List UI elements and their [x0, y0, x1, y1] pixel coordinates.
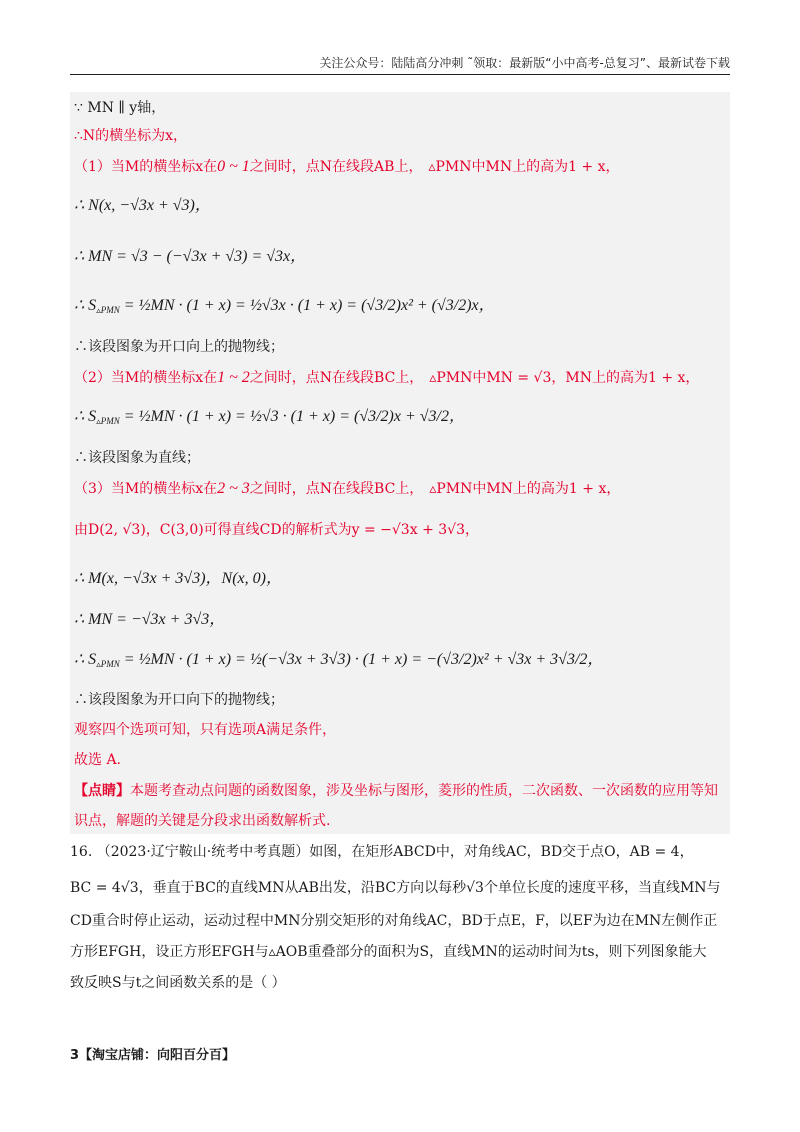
solution-line-1: ∵ MN ∥ y轴，: [74, 100, 166, 116]
comment-text: 本题考查动点问题的函数图象，涉及坐标与图形，菱形的性质，二次函数、一次函数的应用等知: [130, 783, 718, 799]
problem-16-line-1: 16. （2023·辽宁鞍山·统考中考真题）如图，在矩形ABCD中，对角线AC，BD交于点O，AB = 4，: [70, 844, 694, 860]
area-symbol: ∴ S: [74, 408, 97, 425]
solution-line-5: ∴ MN = √3 − (−√3x + √3) = √3x，: [74, 248, 307, 265]
page-footer: 3【淘宝店铺：向阳百分百】: [70, 1048, 236, 1063]
solution-line-9: [74, 407, 465, 431]
area-symbol: ∴ S: [74, 651, 97, 668]
area-formula-1: = ½MN · (1 + x) = ½√3x · (1 + x) = (√3/2)x² + (√3/2)x，: [119, 297, 495, 314]
problem-16-line-2: BC = 4√3，垂直于BC的直线MN从AB出发，沿BC方向以每秒√3个单位长度的速度平移，当直线MN与: [70, 880, 721, 896]
case-2-label: （2）当M的横坐标x在: [74, 370, 218, 386]
problem-16-line-3: CD重合时停止运动，运动过程中MN分别交矩形的对角线AC，BD于点E，F，以EF为边在MN左侧作正: [70, 913, 718, 929]
solution-line-14: ∴ MN = −√3x + 3√3，: [74, 611, 226, 628]
case-2-segment: 之间时，点N在线段BC上，: [249, 370, 424, 386]
solution-line-19: [74, 781, 718, 801]
case-3-segment: 之间时，点N在线段BC上，: [249, 481, 424, 497]
area-subscript: ▵PMN: [96, 659, 120, 669]
area-symbol: ∴ S: [74, 297, 97, 314]
area-formula-2: = ½MN · (1 + x) = ½√3 · (1 + x) = (√3/2)x + √3/2，: [119, 408, 465, 425]
solution-line-18: 故选 A.: [74, 752, 122, 768]
solution-line-3: [74, 157, 620, 177]
page-header: 关注公众号：陆陆高分冲刺 ˜领取：最新版“小中高考-总复习”、最新试卷下载: [70, 56, 730, 75]
area-formula-3: = ½MN · (1 + x) = ½(−√3x + 3√3) · (1 + x) = −(√3/2)x² + √3x + 3√3/2，: [119, 651, 604, 668]
case-1-height: ▵PMN中MN上的高为1 + x，: [428, 159, 620, 175]
solution-line-17: 观察四个选项可知，只有选项A满足条件，: [74, 722, 337, 738]
solution-line-10: ∴该段图象为直线；: [74, 450, 200, 466]
problem-16-line-5: 致反映S与t之间函数关系的是（ ）: [70, 975, 286, 991]
solution-line-6: [74, 296, 495, 320]
solution-line-15: [74, 650, 603, 674]
solution-line-4: ∴ N(x, −√3x + √3)，: [74, 197, 211, 214]
case-1-label: （1）当M的横坐标x在: [74, 159, 218, 175]
area-subscript: ▵PMN: [96, 416, 120, 426]
comment-tag: 【点睛】: [74, 783, 130, 799]
problem-16-line-4: 方形EFGH，设正方形EFGH与▵AOB重叠部分的面积为S，直线MN的运动时间为ts，则下列图象能大: [70, 944, 707, 960]
case-1-range: 0 ~ 1: [217, 158, 250, 175]
case-1-segment: 之间时，点N在线段AB上，: [249, 159, 423, 175]
solution-line-13: ∴ M(x, −√3x + 3√3)，N(x, 0)，: [74, 570, 282, 587]
solution-line-7: ∴该段图象为开口向上的抛物线；: [74, 339, 284, 355]
solution-line-11: [74, 479, 620, 499]
case-3-height: ▵PMN中MN上的高为1 + x，: [429, 481, 621, 497]
solution-line-2: ∴N的横坐标为x，: [74, 128, 188, 144]
solution-line-8: [74, 368, 699, 388]
area-subscript: ▵PMN: [96, 305, 120, 315]
case-2-height: ▵PMN中MN = √3，MN上的高为1 + x，: [429, 370, 700, 386]
solution-line-12: 由D(2, √3)，C(3,0)可得直线CD的解析式为y = −√3x + 3√3，: [74, 522, 479, 538]
solution-line-20: 识点，解题的关键是分段求出函数解析式.: [74, 813, 331, 829]
case-2-range: 1 ~ 2: [217, 369, 250, 386]
solution-line-16: ∴该段图象为开口向下的抛物线；: [74, 692, 284, 708]
case-3-range: 2 ~ 3: [217, 480, 250, 497]
case-3-label: （3）当M的横坐标x在: [74, 481, 218, 497]
